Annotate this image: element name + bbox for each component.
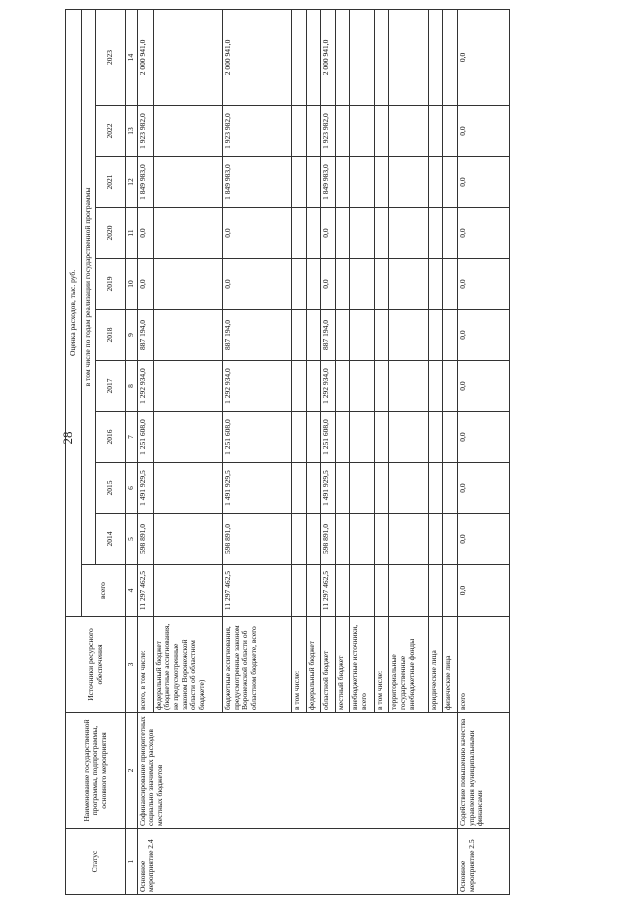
row-value — [350, 157, 375, 208]
row-value — [292, 106, 306, 157]
column-index: 3 — [126, 617, 138, 713]
row-value: 0,0 — [223, 259, 292, 310]
header-year: 2015 — [96, 463, 126, 514]
row-value: 0,0 — [457, 412, 509, 463]
row-value: 887 194,0 — [223, 310, 292, 361]
row-value — [375, 259, 389, 310]
row-source: в том числе: — [292, 617, 306, 713]
row-value — [306, 310, 320, 361]
row-measure-name: Содействие повышению качества управления муниципальными финансами — [457, 713, 509, 829]
row-value — [389, 9, 429, 105]
header-year: 2019 — [96, 259, 126, 310]
row-value: 1 292 934,0 — [137, 361, 153, 412]
row-value — [292, 361, 306, 412]
row-value — [375, 106, 389, 157]
row-value — [292, 514, 306, 565]
header-status: Статус — [66, 829, 126, 895]
row-value: 1 923 982,0 — [137, 106, 153, 157]
row-value — [375, 361, 389, 412]
row-value — [429, 514, 443, 565]
row-value: 0,0 — [457, 106, 509, 157]
column-index: 6 — [126, 463, 138, 514]
row-value — [443, 208, 457, 259]
rotated-table-container — [65, 10, 510, 895]
row-value — [350, 412, 375, 463]
table-row — [137, 9, 153, 894]
row-value — [429, 106, 443, 157]
row-value — [335, 157, 349, 208]
row-source: юридические лица — [429, 617, 443, 713]
row-value: 0,0 — [457, 361, 509, 412]
row-value — [350, 463, 375, 514]
row-value — [335, 106, 349, 157]
row-value — [429, 310, 443, 361]
column-index: 14 — [126, 9, 138, 105]
column-index: 1 — [126, 829, 138, 895]
row-value: 0,0 — [137, 208, 153, 259]
row-value: 0,0 — [457, 208, 509, 259]
column-index: 8 — [126, 361, 138, 412]
row-value — [443, 565, 457, 617]
row-source: в том числе: — [375, 617, 389, 713]
row-source: всего, в том числе: — [137, 617, 153, 713]
row-value — [153, 310, 222, 361]
row-value — [350, 259, 375, 310]
row-value: 1 491 929,5 — [321, 463, 335, 514]
column-index: 9 — [126, 310, 138, 361]
row-source: территориальные государственные внебюджетные фонды — [389, 617, 429, 713]
row-value: 1 251 608,0 — [223, 412, 292, 463]
row-value: 1 292 934,0 — [321, 361, 335, 412]
row-value — [389, 412, 429, 463]
row-value — [153, 412, 222, 463]
row-value — [443, 514, 457, 565]
row-value: 11 297 462,5 — [137, 565, 153, 617]
row-value — [389, 361, 429, 412]
row-value — [375, 412, 389, 463]
row-value: 0,0 — [321, 259, 335, 310]
header-year: 2022 — [96, 106, 126, 157]
row-value — [443, 157, 457, 208]
header-year: 2014 — [96, 514, 126, 565]
row-value: 1 251 608,0 — [137, 412, 153, 463]
row-value — [443, 9, 457, 105]
row-value — [335, 310, 349, 361]
row-value — [443, 412, 457, 463]
row-value — [153, 106, 222, 157]
row-value — [306, 208, 320, 259]
row-value — [292, 310, 306, 361]
row-value — [375, 463, 389, 514]
row-source: бюджетные ассигнования, предусмотренные законом Воронежской области об областном бюджете, всего — [223, 617, 292, 713]
row-value — [306, 259, 320, 310]
row-value — [443, 463, 457, 514]
row-value: 1 923 982,0 — [223, 106, 292, 157]
row-value — [306, 514, 320, 565]
column-index: 12 — [126, 157, 138, 208]
row-value: 887 194,0 — [137, 310, 153, 361]
row-value — [335, 208, 349, 259]
row-value — [375, 514, 389, 565]
row-value — [306, 565, 320, 617]
row-value: 0,0 — [457, 514, 509, 565]
row-value — [292, 463, 306, 514]
row-value: 0,0 — [457, 9, 509, 105]
row-value: 2 000 941,0 — [321, 9, 335, 105]
column-index: 11 — [126, 208, 138, 259]
row-value — [375, 157, 389, 208]
row-value — [389, 259, 429, 310]
row-value — [153, 361, 222, 412]
row-value: 0,0 — [457, 463, 509, 514]
row-value — [443, 310, 457, 361]
row-value — [350, 361, 375, 412]
header-year: 2023 — [96, 9, 126, 105]
row-value — [389, 106, 429, 157]
row-value — [429, 361, 443, 412]
row-value — [292, 412, 306, 463]
column-index: 7 — [126, 412, 138, 463]
row-value: 0,0 — [457, 259, 509, 310]
row-value: 1 491 929,5 — [223, 463, 292, 514]
row-value — [153, 9, 222, 105]
row-value — [335, 9, 349, 105]
row-value — [389, 514, 429, 565]
row-value — [350, 310, 375, 361]
row-value — [306, 412, 320, 463]
column-index: 2 — [126, 713, 138, 829]
row-value: 0,0 — [457, 310, 509, 361]
row-value: 1 849 983,0 — [137, 157, 153, 208]
header-year: 2017 — [96, 361, 126, 412]
header-year: 2021 — [96, 157, 126, 208]
row-value — [306, 463, 320, 514]
row-value — [335, 259, 349, 310]
header-name: Наименование государственной программы, подпрограммы, основного мероприятия — [66, 713, 126, 829]
page-number: 28 — [60, 431, 75, 445]
column-index: 13 — [126, 106, 138, 157]
header-year: 2020 — [96, 208, 126, 259]
row-value — [429, 412, 443, 463]
row-value: 1 923 982,0 — [321, 106, 335, 157]
row-source: физические лица — [443, 617, 457, 713]
column-index: 5 — [126, 514, 138, 565]
row-value — [306, 157, 320, 208]
row-source: всего — [457, 617, 509, 713]
row-value — [335, 514, 349, 565]
row-value — [375, 565, 389, 617]
row-value: 598 891,0 — [137, 514, 153, 565]
row-measure-name: Софинансирование приоритетных социально значимых расходов местных бюджетов — [137, 713, 457, 829]
row-source: областной бюджет — [321, 617, 335, 713]
row-value — [306, 106, 320, 157]
header-total: всего — [82, 565, 126, 617]
header-estimate: Оценка расходов, тыс. руб. — [66, 9, 82, 616]
row-source: федеральный бюджет (бюджетные ассигнования, не предусмотренные законом Воронежской области об областном бюджете) — [153, 617, 222, 713]
row-value — [375, 208, 389, 259]
row-value — [153, 463, 222, 514]
row-status: Основное мероприятие 2.4 — [137, 829, 457, 895]
row-value: 887 194,0 — [321, 310, 335, 361]
row-value — [335, 361, 349, 412]
row-value — [350, 9, 375, 105]
row-value — [429, 9, 443, 105]
row-value — [153, 157, 222, 208]
row-value: 1 849 983,0 — [321, 157, 335, 208]
header-by-years: в том числе по годам реализации государственной программы — [82, 9, 96, 564]
header-year: 2018 — [96, 310, 126, 361]
row-value — [375, 9, 389, 105]
row-value — [292, 157, 306, 208]
row-value: 0,0 — [457, 565, 509, 617]
row-value — [375, 310, 389, 361]
row-value — [389, 310, 429, 361]
row-value: 1 292 934,0 — [223, 361, 292, 412]
row-value — [429, 565, 443, 617]
row-source: внебюджетные источники, всего — [350, 617, 375, 713]
row-value: 0,0 — [223, 208, 292, 259]
row-value — [292, 259, 306, 310]
row-value — [306, 9, 320, 105]
row-value — [350, 565, 375, 617]
row-value — [292, 208, 306, 259]
row-value — [389, 463, 429, 514]
row-value: 1 849 983,0 — [223, 157, 292, 208]
row-value — [389, 565, 429, 617]
row-value — [153, 565, 222, 617]
row-value — [350, 106, 375, 157]
row-value: 0,0 — [137, 259, 153, 310]
row-value — [389, 208, 429, 259]
row-value: 598 891,0 — [321, 514, 335, 565]
row-source: федеральный бюджет — [306, 617, 320, 713]
row-value — [292, 565, 306, 617]
row-value — [335, 412, 349, 463]
row-source: местный бюджет — [335, 617, 349, 713]
row-value — [335, 565, 349, 617]
expenses-table — [65, 9, 510, 895]
row-value — [153, 208, 222, 259]
row-value: 2 000 941,0 — [137, 9, 153, 105]
column-index: 4 — [126, 565, 138, 617]
row-value: 1 251 608,0 — [321, 412, 335, 463]
row-value — [429, 463, 443, 514]
row-value — [153, 259, 222, 310]
row-value — [429, 259, 443, 310]
row-value: 2 000 941,0 — [223, 9, 292, 105]
row-value: 0,0 — [457, 157, 509, 208]
row-value: 598 891,0 — [223, 514, 292, 565]
header-year: 2016 — [96, 412, 126, 463]
row-value: 1 491 929,5 — [137, 463, 153, 514]
row-status: Основное мероприятие 2.5 — [457, 829, 509, 895]
row-value — [389, 157, 429, 208]
row-value — [153, 514, 222, 565]
row-value: 0,0 — [321, 208, 335, 259]
row-value — [443, 259, 457, 310]
row-value — [306, 361, 320, 412]
row-value — [443, 361, 457, 412]
row-value — [443, 106, 457, 157]
row-value — [292, 9, 306, 105]
row-value — [335, 463, 349, 514]
row-value: 11 297 462,5 — [223, 565, 292, 617]
row-value — [350, 514, 375, 565]
row-value — [350, 208, 375, 259]
row-value — [429, 157, 443, 208]
header-source: Источники ресурсного обеспечения — [66, 617, 126, 713]
table-row — [457, 9, 509, 894]
column-index: 10 — [126, 259, 138, 310]
row-value: 11 297 462,5 — [321, 565, 335, 617]
row-value — [429, 208, 443, 259]
